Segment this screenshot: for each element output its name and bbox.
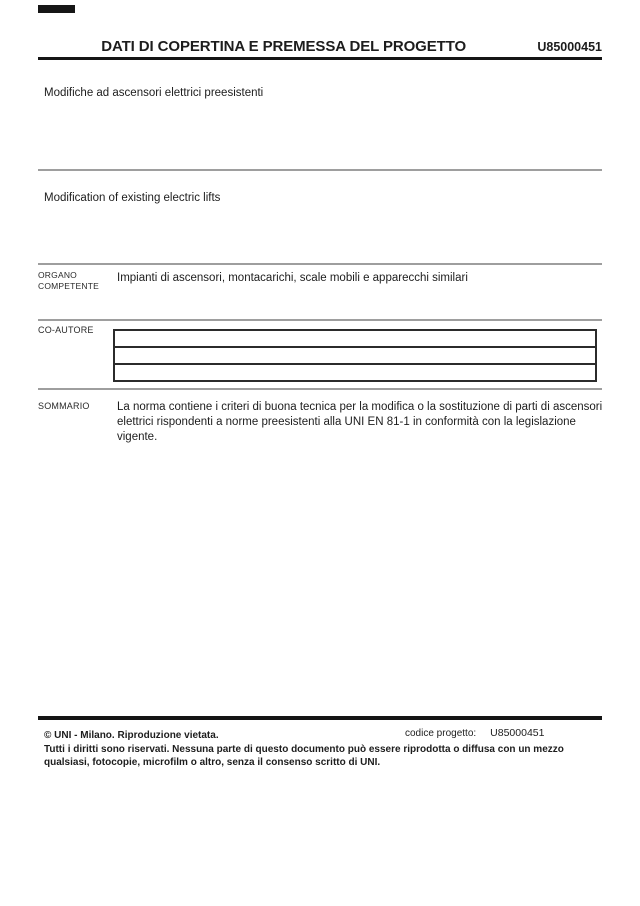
sommario-label: SOMMARIO (38, 401, 90, 411)
footer-divider (38, 716, 602, 720)
co-autore-box (113, 329, 597, 382)
co-autore-row (115, 365, 595, 380)
codice-progetto (405, 727, 544, 739)
divider-before-coautore (38, 319, 602, 321)
copyright-body-line1: Tutti i diritti sono riservati. Nessuna parte di questo documento può essere riprodotta o diffusa con un mezzo (44, 744, 564, 755)
subject-title-italian: Modifiche ad ascensori elettrici preesistenti (44, 87, 264, 99)
copyright-body (44, 743, 604, 769)
co-autore-row (115, 331, 595, 348)
copyright-notice: © UNI - Milano. Riproduzione vietata. (44, 730, 219, 741)
sommario-text-line2: elettrici rispondenti a norme preesistenti alla UNI EN 81-1 in conformità con la legislazione vigente. (117, 416, 576, 443)
co-autore-label: CO-AUTORE (38, 325, 94, 335)
header-underline (38, 57, 602, 60)
scan-artifact-bar (38, 5, 75, 13)
page-header (38, 38, 602, 55)
organo-competente-value: Impianti di ascensori, montacarichi, scale mobili e apparecchi similari (117, 272, 468, 284)
sommario-text (117, 400, 607, 445)
subject-title-english: Modification of existing electric lifts (44, 192, 221, 204)
co-autore-row (115, 348, 595, 365)
page-title: DATI DI COPERTINA E PREMESSA DEL PROGETTO (101, 38, 467, 55)
codice-progetto-value: U85000451 (490, 727, 545, 739)
organo-competente-label: ORGANO COMPETENTE (38, 270, 100, 291)
divider-before-sommario (38, 388, 602, 390)
sommario-text-line1: La norma contiene i criteri di buona tecnica per la modifica o la sostituzione di parti di ascensori (117, 401, 603, 413)
codice-progetto-label: codice progetto: (405, 728, 477, 739)
project-code: U85000451 (537, 40, 602, 54)
divider-after-italian-title (38, 169, 602, 171)
copyright-body-line2: qualsiasi, fotocopie, microfilm o altro, senza il consenso scritto di UNI. (44, 757, 381, 768)
divider-before-organo (38, 263, 602, 265)
